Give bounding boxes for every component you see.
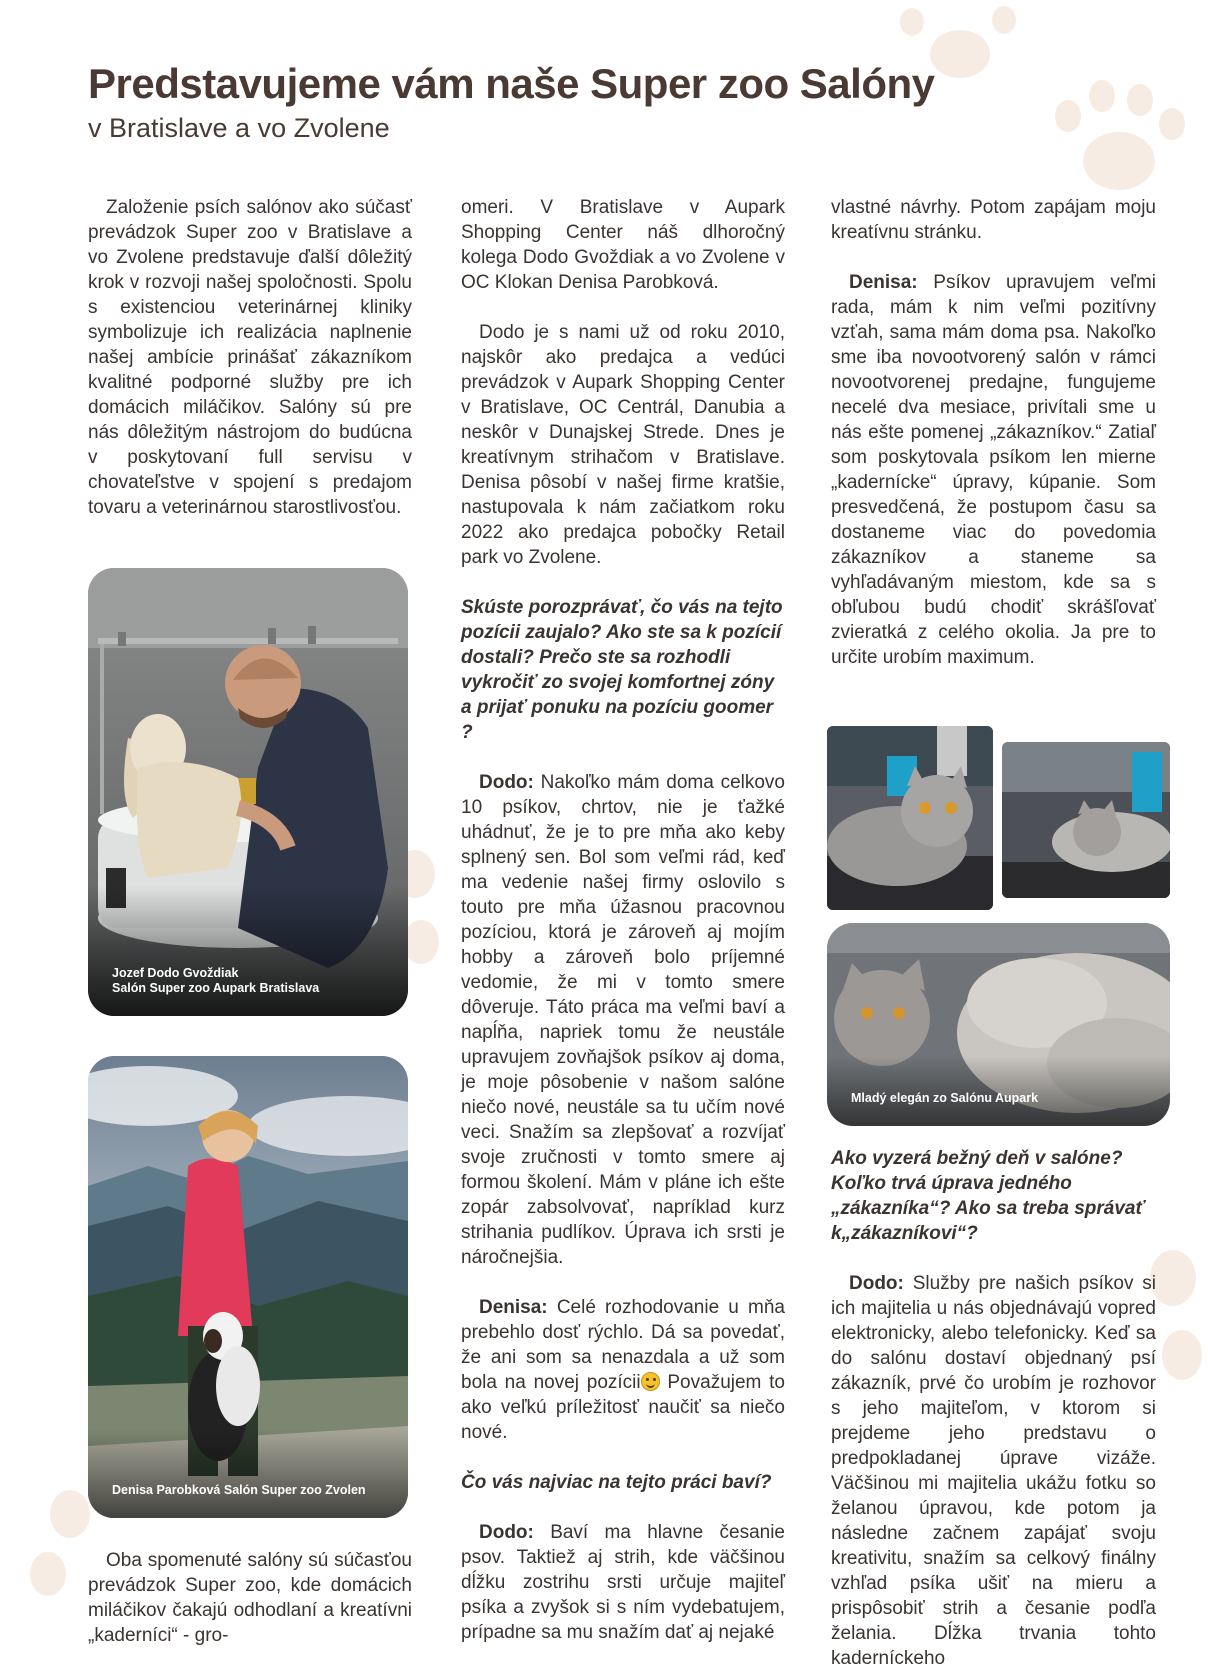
- paw-print-decoration: [1055, 80, 1195, 210]
- answer-text: Psíkov upravujem veľmi rada, mám k nim veľmi pozitívny vzťah, sama mám doma psa. Nakoľko sme iba novootvorený salón v rámci novootvorenej predajne, fungujeme necelé dva mesiace, privítali sme u nás ešte pomenej „zákazníkov.“ Zatiaľ som poskytovala psíkom len mierne „kadernícke“ úpravy, kúpanie. Som presvedčená, že postupom času sa dostaneme viac do povedomia zákazníkov a staneme sa vyhľadávaným miestom, kde sa s obľubou budú chodiť skrášľovať zvieratká z celého okolia. Ja pre to určite urobím maximum.: [831, 272, 1156, 668]
- caption-name: Jozef Dodo Gvoždiak: [112, 966, 239, 980]
- caption-salon: Salón Super zoo Aupark Bratislava: [112, 981, 320, 995]
- answer-text: Celé rozhodovanie u mňa prebehlo dosť rýchlo. Dá sa povedať, že ani som sa nenazdala a už som bola na novej pozícii: [461, 1297, 785, 1393]
- column-3: [831, 195, 1156, 695]
- paragraph: Dodo je s nami už od roku 2010, najskôr ako predajca a vedúci prevádzok v Aupark Shopping Center v Bratislave, OC Centrál, Danubia a neskôr v Dunajskej Strede. Dnes je kreatívnym strihačom v Bratislave. Denisa pôsobí v našej firme kratšie, nastupovala k nám začiatkom roku 2022 ako predajca pobočky Retail park vo Zvolene.: [461, 322, 785, 568]
- smiley-icon: [641, 1372, 660, 1391]
- paragraph: vlastné návrhy. Potom zapájam moju kreatívnu stránku.: [831, 197, 1156, 243]
- speaker-label: Denisa:: [849, 272, 918, 293]
- speaker-label: Denisa:: [479, 1297, 548, 1318]
- speaker-label: Dodo:: [479, 772, 534, 793]
- speaker-label: Dodo:: [849, 1273, 904, 1294]
- answer-denisa: [461, 1295, 785, 1445]
- answer-text: Nakoľko mám doma celkovo 10 psíkov, chrtov, nie je ťažké uhádnuť, že je to pre mňa ako keby splnený sen. Bol som veľmi rád, keď ma vedenie našej firmy oslovilo s touto pre mňa úžasnou pracovnou pozíciou, ktorá je zároveň aj mojím hobby a zároveň bolo príjemné vedomie, že mi v tomto smere dôveruje. Táto práca ma veľmi baví a napĺňa, napriek tomu že neustále upravujem zovňajšok psíkov aj doma, je moje pôsobenie v našom salóne niečo nové, neustále sa tu učím nové veci. Snažím sa zlepšovať a rozvíjať svoje zručnosti v tomto smere aj formou školení. Mám v pláne ich ešte zopár zabsolvovať, napríklad kurz strihania pudlíkov. Úprava ich srsti je náročnejšia.: [461, 772, 785, 1268]
- paragraph: omeri. V Bratislave v Aupark Shopping Center náš dlhoročný kolega Dodo Gvoždiak a vo Zvolene v OC Klokan Denisa Parobková.: [461, 197, 785, 293]
- photo-denisa-mountains: [88, 1056, 408, 1518]
- column-1: [88, 195, 412, 545]
- photo-cat-fur: [827, 923, 1170, 1126]
- intro-paragraph: Založenie psích salónov ako súčasť prevádzok Super zoo v Bratislave a vo Zvolene predstavuje ďalší dôležitý krok v rozvoji našej spoločnosti. Spolu s existenciou veterinárnej kliniky symbolizuje ich realizácia naplnenie našej ambície prinášať zákazníkom kvalitné podporné služby pre ich domácich miláčikov. Salóny sú pre nás dôležitým nástrojom do budúcna v poskytovaní full servisu v chovateľstve v spojení s predajom tovaru a veterinárnou starostlivosťou.: [88, 197, 412, 518]
- denisa-photo-illustration: [88, 1056, 408, 1518]
- answer-dodo: [461, 770, 785, 1270]
- column-3-lower: [831, 1146, 1156, 1673]
- answer-dodo: [831, 1271, 1156, 1671]
- groomer-photo-illustration: [88, 568, 408, 1016]
- photo-caption: Denisa Parobková Salón Super zoo Zvolen: [112, 1483, 366, 1497]
- answer-text: Považujem to ako veľkú príležitosť naučiť sa niečo nové.: [461, 1372, 785, 1443]
- closing-paragraph: Oba spomenuté salóny sú súčasťou prevádzok Super zoo, kde domácich miláčikov čakajú odhodlaní a kreatívni „kaderníci“ - gro-: [88, 1550, 412, 1646]
- cat-photo-illustration: [827, 726, 993, 910]
- photo-caption: [112, 966, 319, 996]
- question: Ako vyzerá bežný deň v salóne? Koľko trvá úprava jedného „zákazníka“? Ako sa treba správať k„zákazníkovi“?: [831, 1148, 1145, 1244]
- column-2: [461, 195, 785, 1670]
- photo-dodo-grooming: [88, 568, 408, 1016]
- photo-cat-2: [1002, 742, 1170, 898]
- photo-cat-1: [827, 726, 993, 910]
- answer-dodo: [461, 1520, 785, 1645]
- cat-photo-illustration: [1002, 742, 1170, 898]
- question: Čo vás najviac na tejto práci baví?: [461, 1472, 772, 1493]
- speaker-label: Dodo:: [479, 1522, 534, 1543]
- photo-caption: Mladý elegán zo Salónu Aupark: [851, 1091, 1039, 1105]
- page-title: Predstavujeme vám naše Super zoo Salóny: [88, 60, 935, 107]
- column-1-bottom: [88, 1548, 412, 1673]
- answer-text: Baví ma hlavne česanie psov. Taktiež aj strih, kde väčšinou dĺžku zostrihu srsti určuje majiteľ psíka a zvyšok si s ním vydebatujem, prípadne sa mu snažím dať aj nejaké: [461, 1522, 785, 1643]
- page-subtitle: v Bratislave a vo Zvolene: [88, 113, 390, 143]
- answer-text: Služby pre našich psíkov si ich majitelia u nás objednávajú vopred elektronicky, alebo telefonicky. Keď sa do salónu dostaví objednaný psí zákazník, prvé čo urobím je rozhovor s jeho majiteľom, v ktorom si prejdeme jeho predstavu o predpokladanej úprave vizáže. Väčšinou mi majitelia ukážu fotku so želanou úpravou, kde potom ja následne začnem zapájať svoju kreativitu, snažím sa celkový finálny vzhľad psíka ušiť na mieru a prispôsobiť strih a česanie podľa želania. Dĺžka trvania tohto kaderníckeho: [831, 1273, 1157, 1669]
- question: Skúste porozprávať, čo vás na tejto pozícii zaujalo? Ako ste sa k pozícií dostali? Prečo ste sa rozhodli vykročiť zo svojej komfortnej zóny a prijať ponuku na pozíciu goomer ?: [461, 597, 783, 743]
- answer-denisa: [831, 270, 1156, 670]
